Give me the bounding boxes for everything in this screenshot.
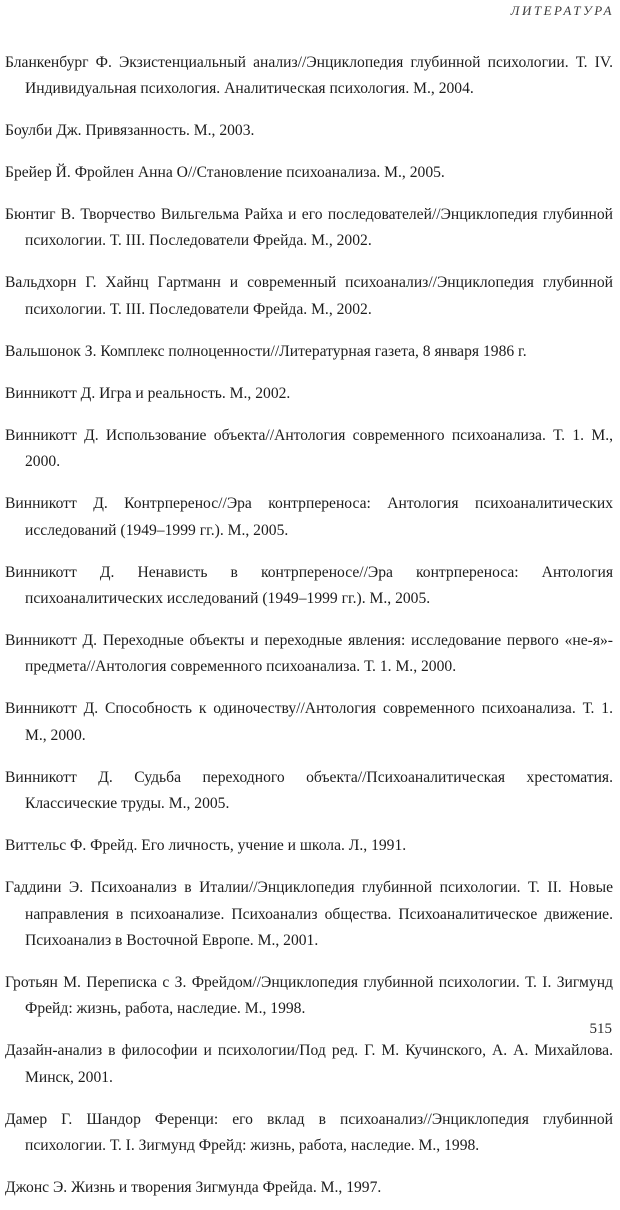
bibliography-entry: Гротьян М. Переписка с З. Фрейдом//Энциклопедия глубинной психологии. Т. I. Зигмунд Фрейд: жизнь, работа, наследие. М., 1998. bbox=[5, 974, 613, 1018]
bibliography-entry: Боулби Дж. Привязанность. М., 2003. bbox=[5, 122, 255, 139]
bibliography-entry: Джонс Э. Жизнь и творения Зигмунда Фрейда. М., 1997. bbox=[5, 1179, 382, 1197]
bibliography-entry: Винникотт Д. Игра и реальность. М., 2002. bbox=[5, 384, 291, 402]
page-number: 515 bbox=[589, 1021, 612, 1037]
running-head: ЛИТЕРАТУРА bbox=[510, 3, 614, 18]
bibliography-entry: Дамер Г. Шандор Ференци: его вклад в психоанализ//Энциклопедия глубинной психологии. Т. I. Зигмунд Фрейд: жизнь, работа, наследие. М., 1998. bbox=[5, 1110, 613, 1155]
bibliography-entry: Винникотт Д. Ненависть в контрпереносе//Эра контрпереноса: Антология психоаналитических исследований (1949–1999 гг.). М., 2005. bbox=[5, 563, 613, 608]
bibliography-entry: Вальшонок З. Комплекс полноценности//Литературная газета, 8 января 1986 г. bbox=[5, 342, 527, 360]
bibliography-entry: Дазайн-анализ в философии и психологии/Под ред. Г. М. Кучинского, А. А. Михайлова. Минск, 2001. bbox=[5, 1042, 613, 1086]
bibliography-entry: Брейер Й. Фройлен Анна О//Становление психоанализа. М., 2005. bbox=[5, 164, 445, 181]
bibliography-entry: Гаддини Э. Психоанализ в Италии//Энциклопедия глубинной психологии. Т. II. Новые направления в психоанализе. Психоанализ общества. Психоаналитическое движение. Психоанализ в Восточной Европе. М., 2001. bbox=[5, 879, 613, 950]
bibliography-entry: Вальдхорн Г. Хайнц Гартманн и современный психоанализ//Энциклопедия глубинной психологии. Т. III. Последователи Фрейда. М., 2002. bbox=[5, 274, 613, 318]
bibliography-entry: Винникотт Д. Использование объекта//Антология современного психоанализа. Т. 1. М., 2000. bbox=[5, 426, 613, 471]
bibliography-entry: Виттельс Ф. Фрейд. Его личность, учение и школа. Л., 1991. bbox=[5, 837, 407, 855]
bibliography-entry: Винникотт Д. Переходные объекты и переходные явления: исследование первого «не-я»-предмета//Антология современного психоанализа. Т. 1. М., 2000. bbox=[5, 632, 613, 676]
bibliography-entry: Винникотт Д. Способность к одиночеству//Антология современного психоанализа. Т. 1. М., 2000. bbox=[5, 700, 613, 744]
bibliography-entry: Винникотт Д. Судьба переходного объекта//Психоаналитическая хрестоматия. Классические труды. М., 2005. bbox=[5, 768, 613, 813]
bibliography-list bbox=[5, 34, 613, 1210]
bibliography-entry: Бланкенбург Ф. Экзистенциальный анализ//Энциклопедия глубинной психологии. Т. IV. Индивидуальная психология. Аналитическая психология. М., 2004. bbox=[5, 53, 613, 97]
bibliography-entry: Винникотт Д. Контрперенос//Эра контрпереноса: Антология психоаналитических исследований (1949–1999 гг.). М., 2005. bbox=[5, 495, 613, 539]
bibliography-entry: Бюнтиг В. Творчество Вильгельма Райха и его последователей//Энциклопедия глубинной психологии. Т. III. Последователи Фрейда. М., 2002. bbox=[5, 206, 613, 250]
